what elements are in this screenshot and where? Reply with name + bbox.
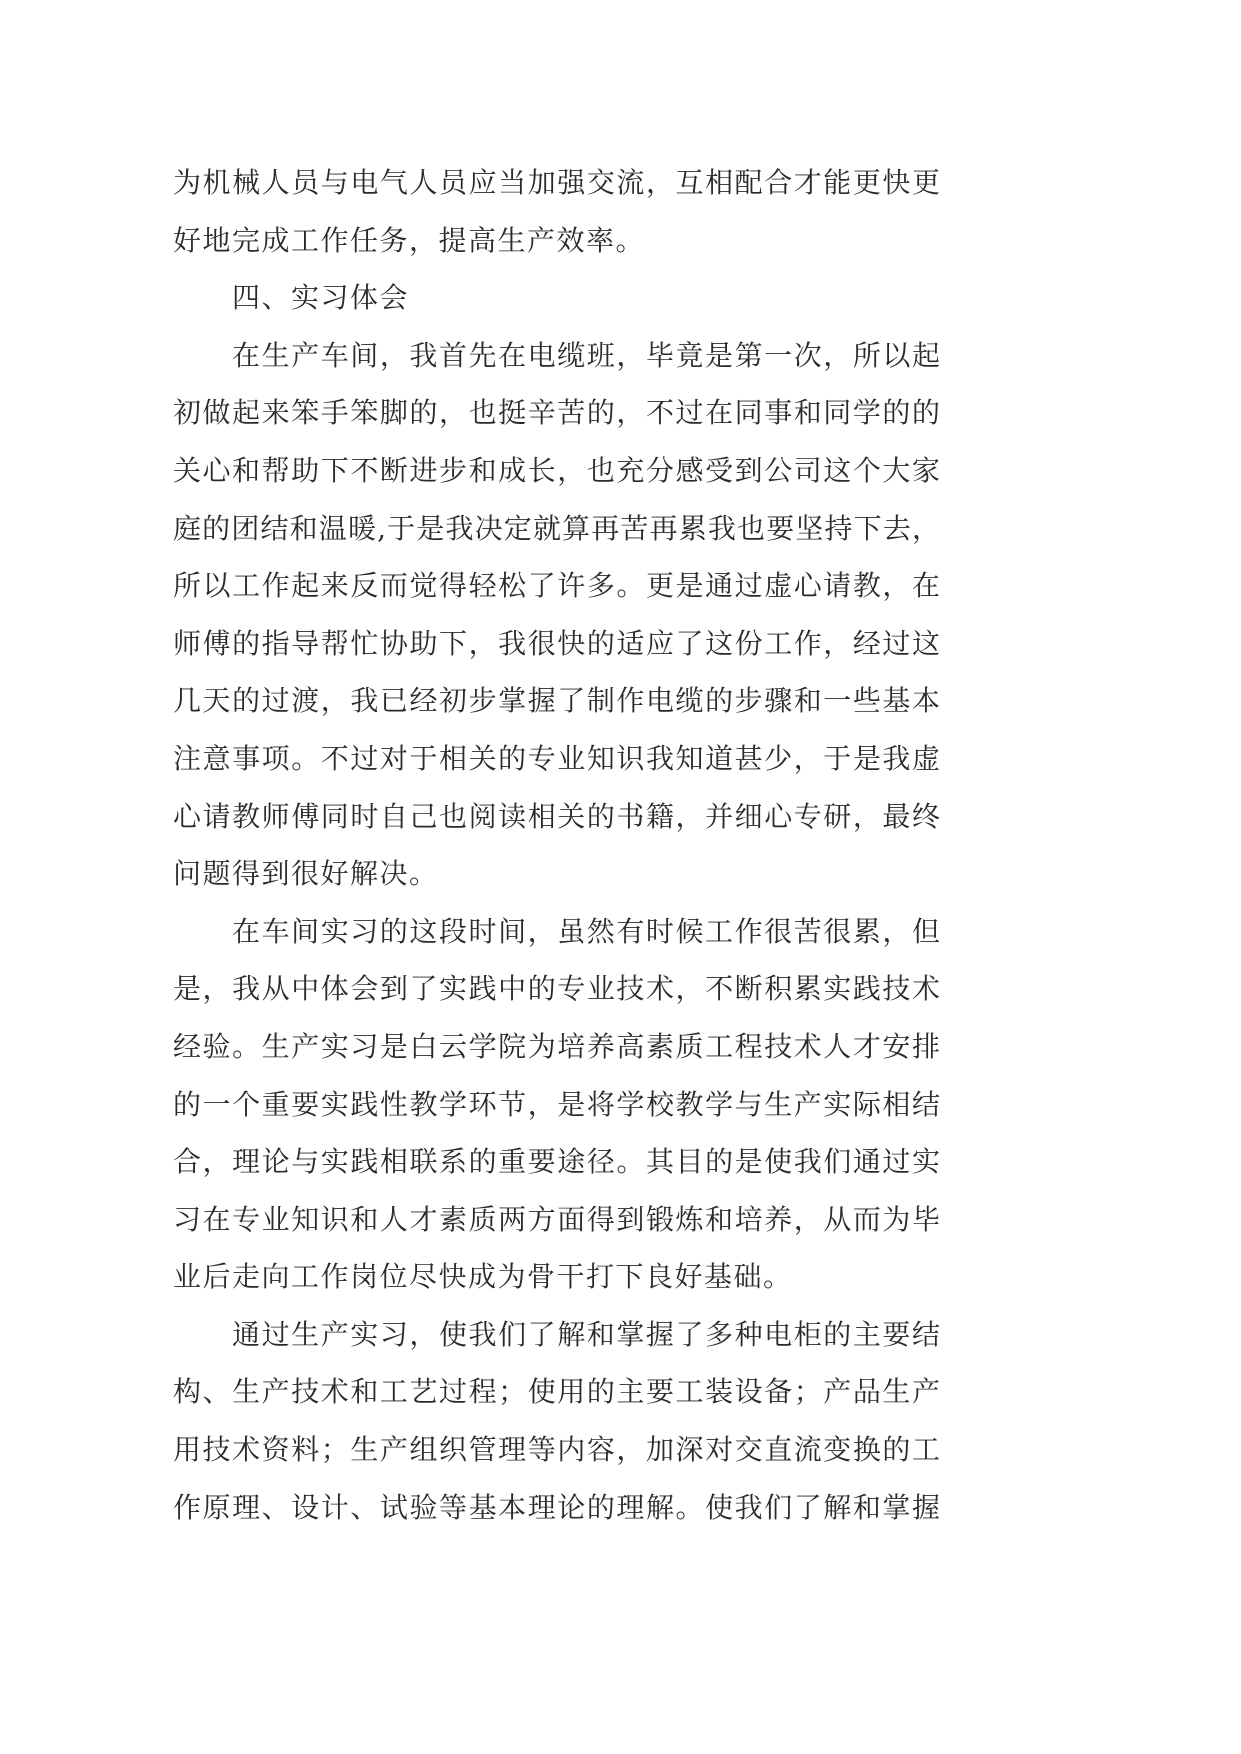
text-line: 构、生产技术和工艺过程；使用的主要工装设备；产品生产	[173, 1375, 940, 1409]
paragraph-continued	[173, 154, 940, 269]
text-line: 在生产车间，我首先在电缆班，毕竟是第一次，所以起	[232, 338, 940, 372]
text-line: 习在专业知识和人才素质两方面得到锻炼和培养，从而为毕	[173, 1202, 940, 1236]
section-heading-text: 四、实习体会	[232, 281, 410, 315]
text-line: 经验。生产实习是白云学院为培养高素质工程技术人才安排	[173, 1029, 940, 1063]
text-line: 用技术资料；生产组织管理等内容，加深对交直流变换的工	[173, 1433, 940, 1467]
text-line: 心请教师傅同时自己也阅读相关的书籍，并细心专研，最终	[173, 799, 940, 833]
text-line: 注意事项。不过对于相关的专业知识我知道甚少，于是我虚	[173, 741, 940, 775]
text-line: 在车间实习的这段时间，虽然有时候工作很苦很累，但	[232, 914, 940, 948]
text-line: 业后走向工作岗位尽快成为骨干打下良好基础。	[173, 1260, 793, 1294]
text-line: 初做起来笨手笨脚的，也挺辛苦的，不过在同事和同学的的	[173, 396, 940, 430]
text-line: 好地完成工作任务，提高生产效率。	[173, 223, 646, 257]
text-line: 通过生产实习，使我们了解和掌握了多种电柜的主要结	[232, 1317, 940, 1351]
text-line: 所以工作起来反而觉得轻松了许多。更是通过虚心请教，在	[173, 569, 940, 603]
text-line: 的一个重要实践性教学环节，是将学校教学与生产实际相结	[173, 1087, 940, 1121]
text-line: 作原理、设计、试验等基本理论的理解。使我们了解和掌握	[173, 1490, 940, 1524]
text-line: 庭的团结和温暖,于是我决定就算再苦再累我也要坚持下去，	[173, 511, 940, 545]
text-line: 合，理论与实践相联系的重要途径。其目的是使我们通过实	[173, 1145, 940, 1179]
text-line: 问题得到很好解决。	[173, 857, 439, 891]
text-line: 师傅的指导帮忙协助下，我很快的适应了这份工作，经过这	[173, 626, 940, 660]
paragraph	[173, 1306, 940, 1536]
text-line: 是，我从中体会到了实践中的专业技术，不断积累实践技术	[173, 972, 940, 1006]
paragraph	[173, 903, 940, 1306]
text-line: 几天的过渡，我已经初步掌握了制作电缆的步骤和一些基本	[173, 684, 940, 718]
text-line: 为机械人员与电气人员应当加强交流，互相配合才能更快更	[173, 166, 940, 199]
text-line: 关心和帮助下不断进步和成长，也充分感受到公司这个大家	[173, 453, 940, 487]
paragraph	[173, 327, 940, 903]
section-heading	[173, 269, 940, 327]
